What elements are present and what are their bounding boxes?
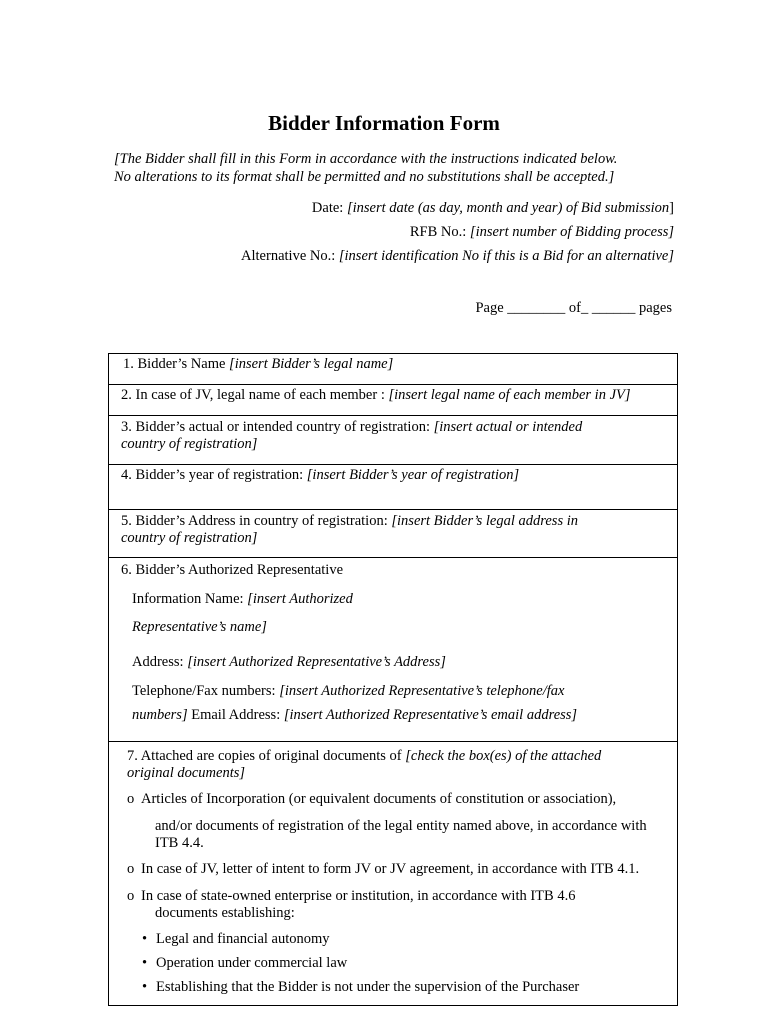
checkbox-circle-icon[interactable]: o <box>127 888 135 904</box>
rep-email-label: Email Address: <box>187 707 284 723</box>
date-close: ] <box>669 200 674 216</box>
rep-name-value: [insert Authorized <box>247 591 353 607</box>
bidder-info-table <box>108 353 678 1006</box>
date-value: [insert date (as day, month and year) of Bid submission <box>346 200 670 216</box>
year-value: [insert Bidder’s year of registration] <box>306 467 520 483</box>
year-cell <box>109 465 678 510</box>
address-value: [insert Bidder’s legal address in <box>391 513 578 529</box>
rfb-line <box>410 224 674 241</box>
item-state-owned-text-cont: documents establishing: <box>155 905 295 921</box>
jv-members-cell <box>109 385 678 416</box>
table-row <box>109 742 678 1006</box>
item-articles-text: Articles of Incorporation (or equivalent documents of constitution or association), <box>141 791 617 807</box>
rep-name-value-cont: Representative’s name] <box>132 619 267 635</box>
rep-phone-label: Telephone/Fax numbers: <box>132 683 280 699</box>
documents-heading-value-cont: original documents] <box>127 765 246 781</box>
table-row <box>109 510 678 558</box>
address-cell <box>109 510 678 558</box>
representative-cell <box>109 558 678 742</box>
table-row <box>109 558 678 742</box>
item-state-owned-text: In case of state-owned enterprise or institution, in accordance with ITB 4.6 <box>141 888 576 904</box>
item-jv-letter-text: In case of JV, letter of intent to form JV or JV agreement, in accordance with ITB 4.1. <box>141 861 640 877</box>
bullet-icon: • <box>141 979 148 995</box>
checkbox-item-articles[interactable] <box>127 791 667 808</box>
rep-phone-value-cont: numbers] <box>132 707 188 723</box>
instructions-line-1: [The Bidder shall fill in this Form in accordance with the instructions indicated below. <box>114 151 618 167</box>
bullet-icon: • <box>141 931 148 947</box>
rep-phone-value: [insert Authorized Representative’s telephone/fax <box>279 683 565 699</box>
country-value-cont: country of registration] <box>121 436 258 452</box>
country-label: 3. Bidder’s actual or intended country of registration: <box>121 419 434 435</box>
rep-name-label: Information Name: <box>132 591 248 607</box>
sub-item-supervision: Establishing that the Bidder is not under the supervision of the Purchaser <box>156 979 580 995</box>
page-count-line: Page ________ of_ ______ pages <box>475 300 672 316</box>
form-title: Bidder Information Form <box>268 111 500 135</box>
year-label: 4. Bidder’s year of registration: <box>121 467 307 483</box>
list-item <box>133 955 667 972</box>
rfb-label: RFB No.: <box>409 224 470 240</box>
instructions-line-2: No alterations to its format shall be permitted and no substitutions shall be accepted.] <box>114 169 615 185</box>
sub-item-commercial-law: Operation under commercial law <box>156 955 348 971</box>
rep-address-value: [insert Authorized Representative’s Address] <box>187 654 446 670</box>
alternative-value: [insert identification No if this is a Bid for an alternative] <box>338 248 674 264</box>
date-line <box>312 200 674 217</box>
alternative-line <box>241 248 674 265</box>
checkbox-circle-icon[interactable]: o <box>127 861 135 877</box>
checkbox-item-jv-letter[interactable] <box>127 861 667 878</box>
jv-members-value: [insert legal name of each member in JV] <box>388 387 631 403</box>
documents-heading-value: [check the box(es) of the attached <box>405 748 602 764</box>
item-articles-text-end: ITB 4.4. <box>155 835 204 851</box>
table-row <box>109 385 678 416</box>
bullet-icon: • <box>141 955 148 971</box>
documents-cell <box>109 742 678 1006</box>
list-item <box>133 931 667 948</box>
list-item <box>133 979 667 996</box>
item-articles-text-cont: and/or documents of registration of the legal entity named above, in accordance with <box>155 818 647 834</box>
documents-heading-label: 7. Attached are copies of original documents of <box>127 748 406 764</box>
table-row <box>109 354 678 385</box>
rfb-value: [insert number of Bidding process] <box>469 224 674 240</box>
rep-address-label: Address: <box>132 654 188 670</box>
address-label: 5. Bidder’s Address in country of registration: <box>121 513 392 529</box>
checkbox-circle-icon[interactable]: o <box>127 791 135 807</box>
country-cell <box>109 416 678 465</box>
documents-heading <box>127 748 667 782</box>
address-value-cont: country of registration] <box>121 530 258 546</box>
representative-heading: 6. Bidder’s Authorized Representative <box>121 562 344 578</box>
instructions <box>114 150 659 186</box>
alternative-label: Alternative No.: <box>241 248 339 264</box>
jv-members-label: 2. In case of JV, legal name of each member : <box>121 387 389 403</box>
checkbox-item-state-owned[interactable] <box>127 888 667 922</box>
table-row <box>109 416 678 465</box>
country-value: [insert actual or intended <box>433 419 583 435</box>
sub-item-autonomy: Legal and financial autonomy <box>156 931 330 947</box>
date-label: Date: <box>311 200 347 216</box>
bidder-name-cell <box>109 354 678 385</box>
bidder-name-label: 1. Bidder’s Name <box>123 356 230 372</box>
bidder-name-value: [insert Bidder’s legal name] <box>229 356 394 372</box>
rep-email-value: [insert Authorized Representative’s email address] <box>283 707 578 723</box>
table-row <box>109 465 678 510</box>
